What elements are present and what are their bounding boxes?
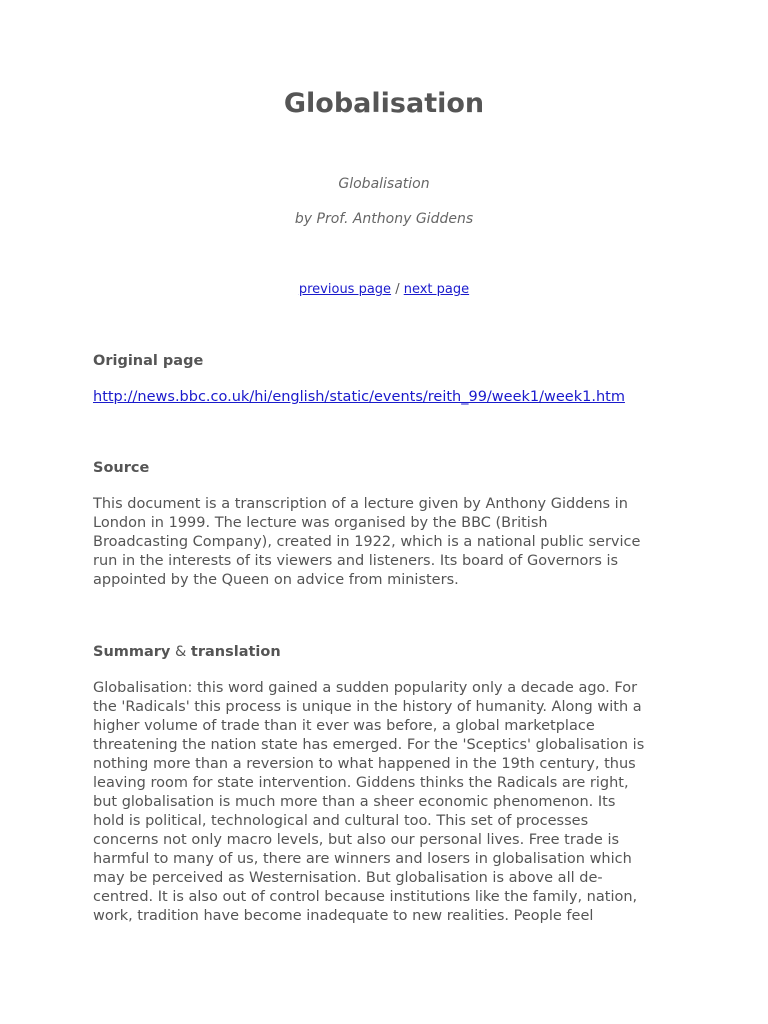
- paragraph-line: may be perceived as Westernisation. But globalisation is above all de-: [93, 870, 603, 886]
- paragraph-line: hold is political, technological and cultural too. This set of processes: [93, 813, 589, 829]
- original-page-link[interactable]: http://news.bbc.co.uk/hi/english/static/events/reith_99/week1/week1.htm: [93, 389, 625, 405]
- summary-heading-amp: &: [170, 644, 191, 660]
- summary-heading-part1: Summary: [93, 644, 171, 660]
- summary-paragraph: [93, 679, 683, 926]
- paragraph-line: but globalisation is much more than a sheer economic phenomenon. Its: [93, 794, 616, 810]
- paragraph-line: appointed by the Queen on advice from ministers.: [93, 572, 459, 588]
- next-page-link[interactable]: next page: [403, 282, 470, 297]
- original-page-heading: Original page: [93, 353, 204, 369]
- paragraph-line: work, tradition have become inadequate to new realities. People feel: [93, 908, 594, 924]
- page-title: Globalisation: [283, 88, 485, 119]
- paragraph-line: Broadcasting Company), created in 1922, which is a national public service: [93, 534, 641, 550]
- paragraph-line: nothing more than a reversion to what happened in the 19th century, thus: [93, 756, 636, 772]
- paragraph-line: This document is a transcription of a lecture given by Anthony Giddens in: [93, 496, 628, 512]
- paragraph-line: higher volume of trade than it ever was before, a global marketplace: [93, 718, 595, 734]
- page-navigation: [0, 281, 768, 299]
- nav-separator: /: [391, 282, 404, 297]
- paragraph-line: the 'Radicals' this process is unique in the history of humanity. Along with a: [93, 699, 642, 715]
- paragraph-line: concerns not only macro levels, but also our personal lives. Free trade is: [93, 832, 620, 848]
- lecture-subtitle: Globalisation: [338, 176, 430, 192]
- source-heading: Source: [93, 460, 150, 476]
- paragraph-line: London in 1999. The lecture was organised by the BBC (British: [93, 515, 548, 531]
- paragraph-line: harmful to many of us, there are winners and losers in globalisation which: [93, 851, 632, 867]
- paragraph-line: leaving room for state intervention. Giddens thinks the Radicals are right,: [93, 775, 629, 791]
- paragraph-line: Globalisation: this word gained a sudden popularity only a decade ago. For: [93, 680, 638, 696]
- paragraph-line: run in the interests of its viewers and listeners. Its board of Governors is: [93, 553, 619, 569]
- author-byline: by Prof. Anthony Giddens: [294, 211, 474, 227]
- summary-heading-part2: translation: [190, 644, 281, 660]
- paragraph-line: centred. It is also out of control because institutions like the family, nation,: [93, 889, 638, 905]
- summary-heading: [93, 642, 281, 662]
- previous-page-link[interactable]: previous page: [298, 282, 392, 297]
- source-paragraph: [93, 495, 683, 590]
- paragraph-line: threatening the nation state has emerged. For the 'Sceptics' globalisation is: [93, 737, 645, 753]
